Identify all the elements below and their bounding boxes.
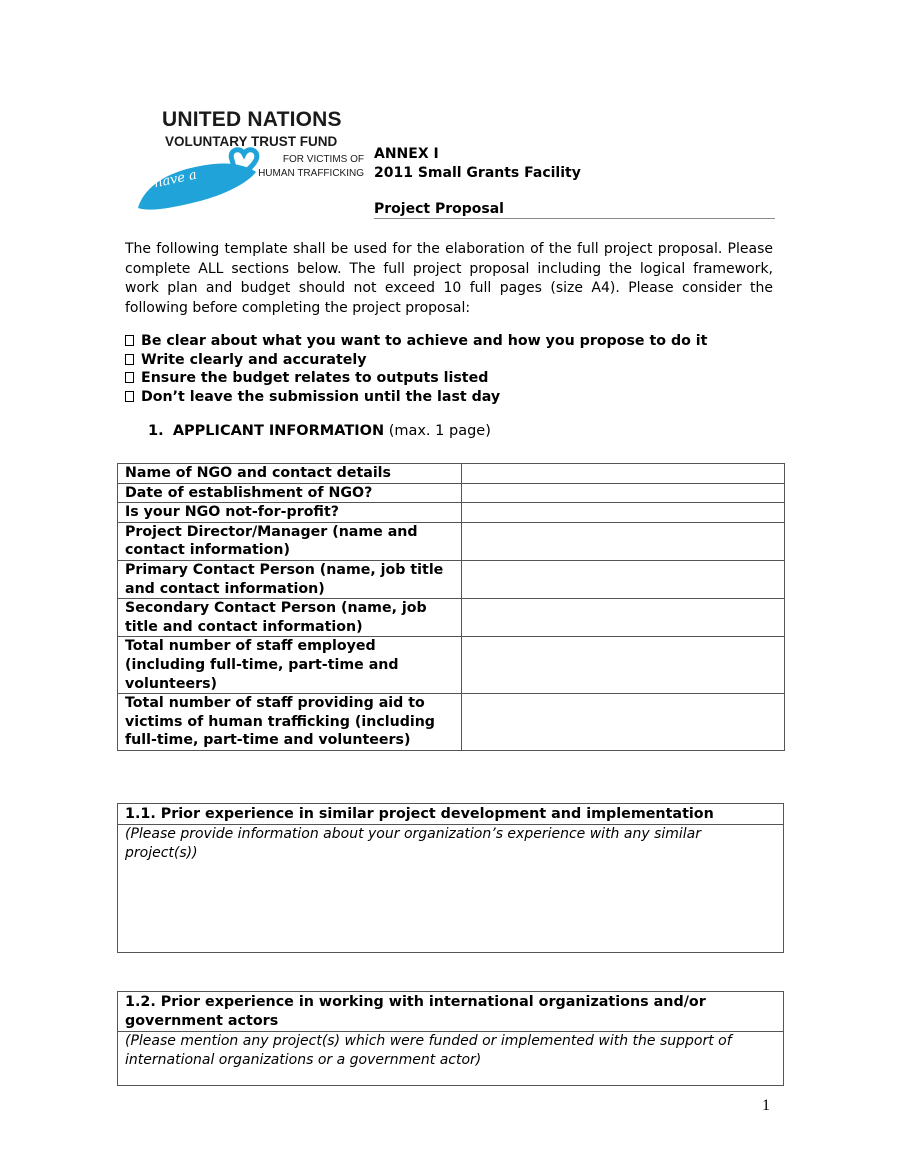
logo-line-2: VOLUNTARY TRUST FUND bbox=[165, 134, 338, 149]
list-item: Write clearly and accurately bbox=[125, 351, 707, 370]
section-1-heading bbox=[148, 423, 491, 439]
box-description-field[interactable]: (Please mention any project(s) which were funded or implemented with the support of international organizations or a government actor) bbox=[125, 1033, 732, 1068]
row-value-field[interactable] bbox=[461, 503, 784, 523]
header-rule bbox=[374, 218, 775, 219]
checkbox-glyph-icon bbox=[125, 354, 134, 365]
row-label: Date of establishment of NGO? bbox=[118, 483, 462, 503]
tips-list bbox=[125, 332, 707, 406]
table-row bbox=[118, 560, 785, 598]
list-item: Ensure the budget relates to outputs listed bbox=[125, 369, 707, 388]
page-number: 1 bbox=[762, 1097, 770, 1114]
box-title: 1.1. Prior experience in similar project development and implementation bbox=[125, 806, 714, 822]
row-label: Primary Contact Person (name, job title and contact information) bbox=[118, 560, 462, 598]
section-note: (max. 1 page) bbox=[388, 423, 491, 439]
logo-line-1: UNITED NATIONS bbox=[162, 108, 342, 131]
table-row bbox=[118, 522, 785, 560]
row-label: Secondary Contact Person (name, job title and contact information) bbox=[118, 599, 462, 637]
table-row bbox=[118, 637, 785, 694]
table-row bbox=[118, 464, 785, 484]
row-value-field[interactable] bbox=[461, 637, 784, 694]
annex-label: ANNEX I bbox=[374, 146, 439, 162]
row-value-field[interactable] bbox=[461, 694, 784, 751]
document-title: Project Proposal bbox=[374, 201, 504, 217]
applicant-info-table bbox=[117, 463, 785, 751]
row-value-field[interactable] bbox=[461, 599, 784, 637]
list-item: Don’t leave the submission until the last day bbox=[125, 388, 707, 407]
box-description-field[interactable]: (Please provide information about your organization’s experience with any similar project(s)) bbox=[125, 826, 702, 861]
row-value-field[interactable] bbox=[461, 522, 784, 560]
prior-experience-box bbox=[117, 803, 784, 953]
row-value-field[interactable] bbox=[461, 464, 784, 484]
logo-line-4: HUMAN TRAFFICKING bbox=[258, 168, 364, 179]
row-label: Is your NGO not-for-profit? bbox=[118, 503, 462, 523]
international-experience-box bbox=[117, 991, 784, 1086]
logo-line-3: FOR VICTIMS OF bbox=[282, 154, 364, 165]
checkbox-glyph-icon bbox=[125, 391, 134, 402]
un-trust-fund-logo bbox=[136, 98, 366, 213]
intro-paragraph: The following template shall be used for the elaboration of the full project proposal. Please complete ALL sections below. The full project proposal including the logical framework, work plan and budget should not exceed 10 full pages (size A4). Please consider the following before completing the project proposal: bbox=[125, 241, 773, 316]
box-title: 1.2. Prior experience in working with international organizations and/or government actors bbox=[125, 994, 706, 1029]
row-label: Name of NGO and contact details bbox=[118, 464, 462, 484]
table-row bbox=[118, 694, 785, 751]
facility-title: 2011 Small Grants Facility bbox=[374, 165, 581, 181]
row-label: Project Director/Manager (name and contact information) bbox=[118, 522, 462, 560]
row-value-field[interactable] bbox=[461, 483, 784, 503]
table-row bbox=[118, 599, 785, 637]
logo-script-text: have a bbox=[152, 167, 199, 192]
list-item: Be clear about what you want to achieve and how you propose to do it bbox=[125, 332, 707, 351]
section-number: 1. bbox=[148, 423, 164, 439]
checkbox-glyph-icon bbox=[125, 372, 134, 383]
table-row bbox=[118, 483, 785, 503]
row-label: Total number of staff providing aid to victims of human trafficking (including full-time, part-time and volunteers) bbox=[118, 694, 462, 751]
row-value-field[interactable] bbox=[461, 560, 784, 598]
table-row bbox=[118, 503, 785, 523]
section-title: APPLICANT INFORMATION bbox=[172, 423, 385, 439]
row-label: Total number of staff employed (including full-time, part-time and volunteers) bbox=[118, 637, 462, 694]
checkbox-glyph-icon bbox=[125, 335, 134, 346]
